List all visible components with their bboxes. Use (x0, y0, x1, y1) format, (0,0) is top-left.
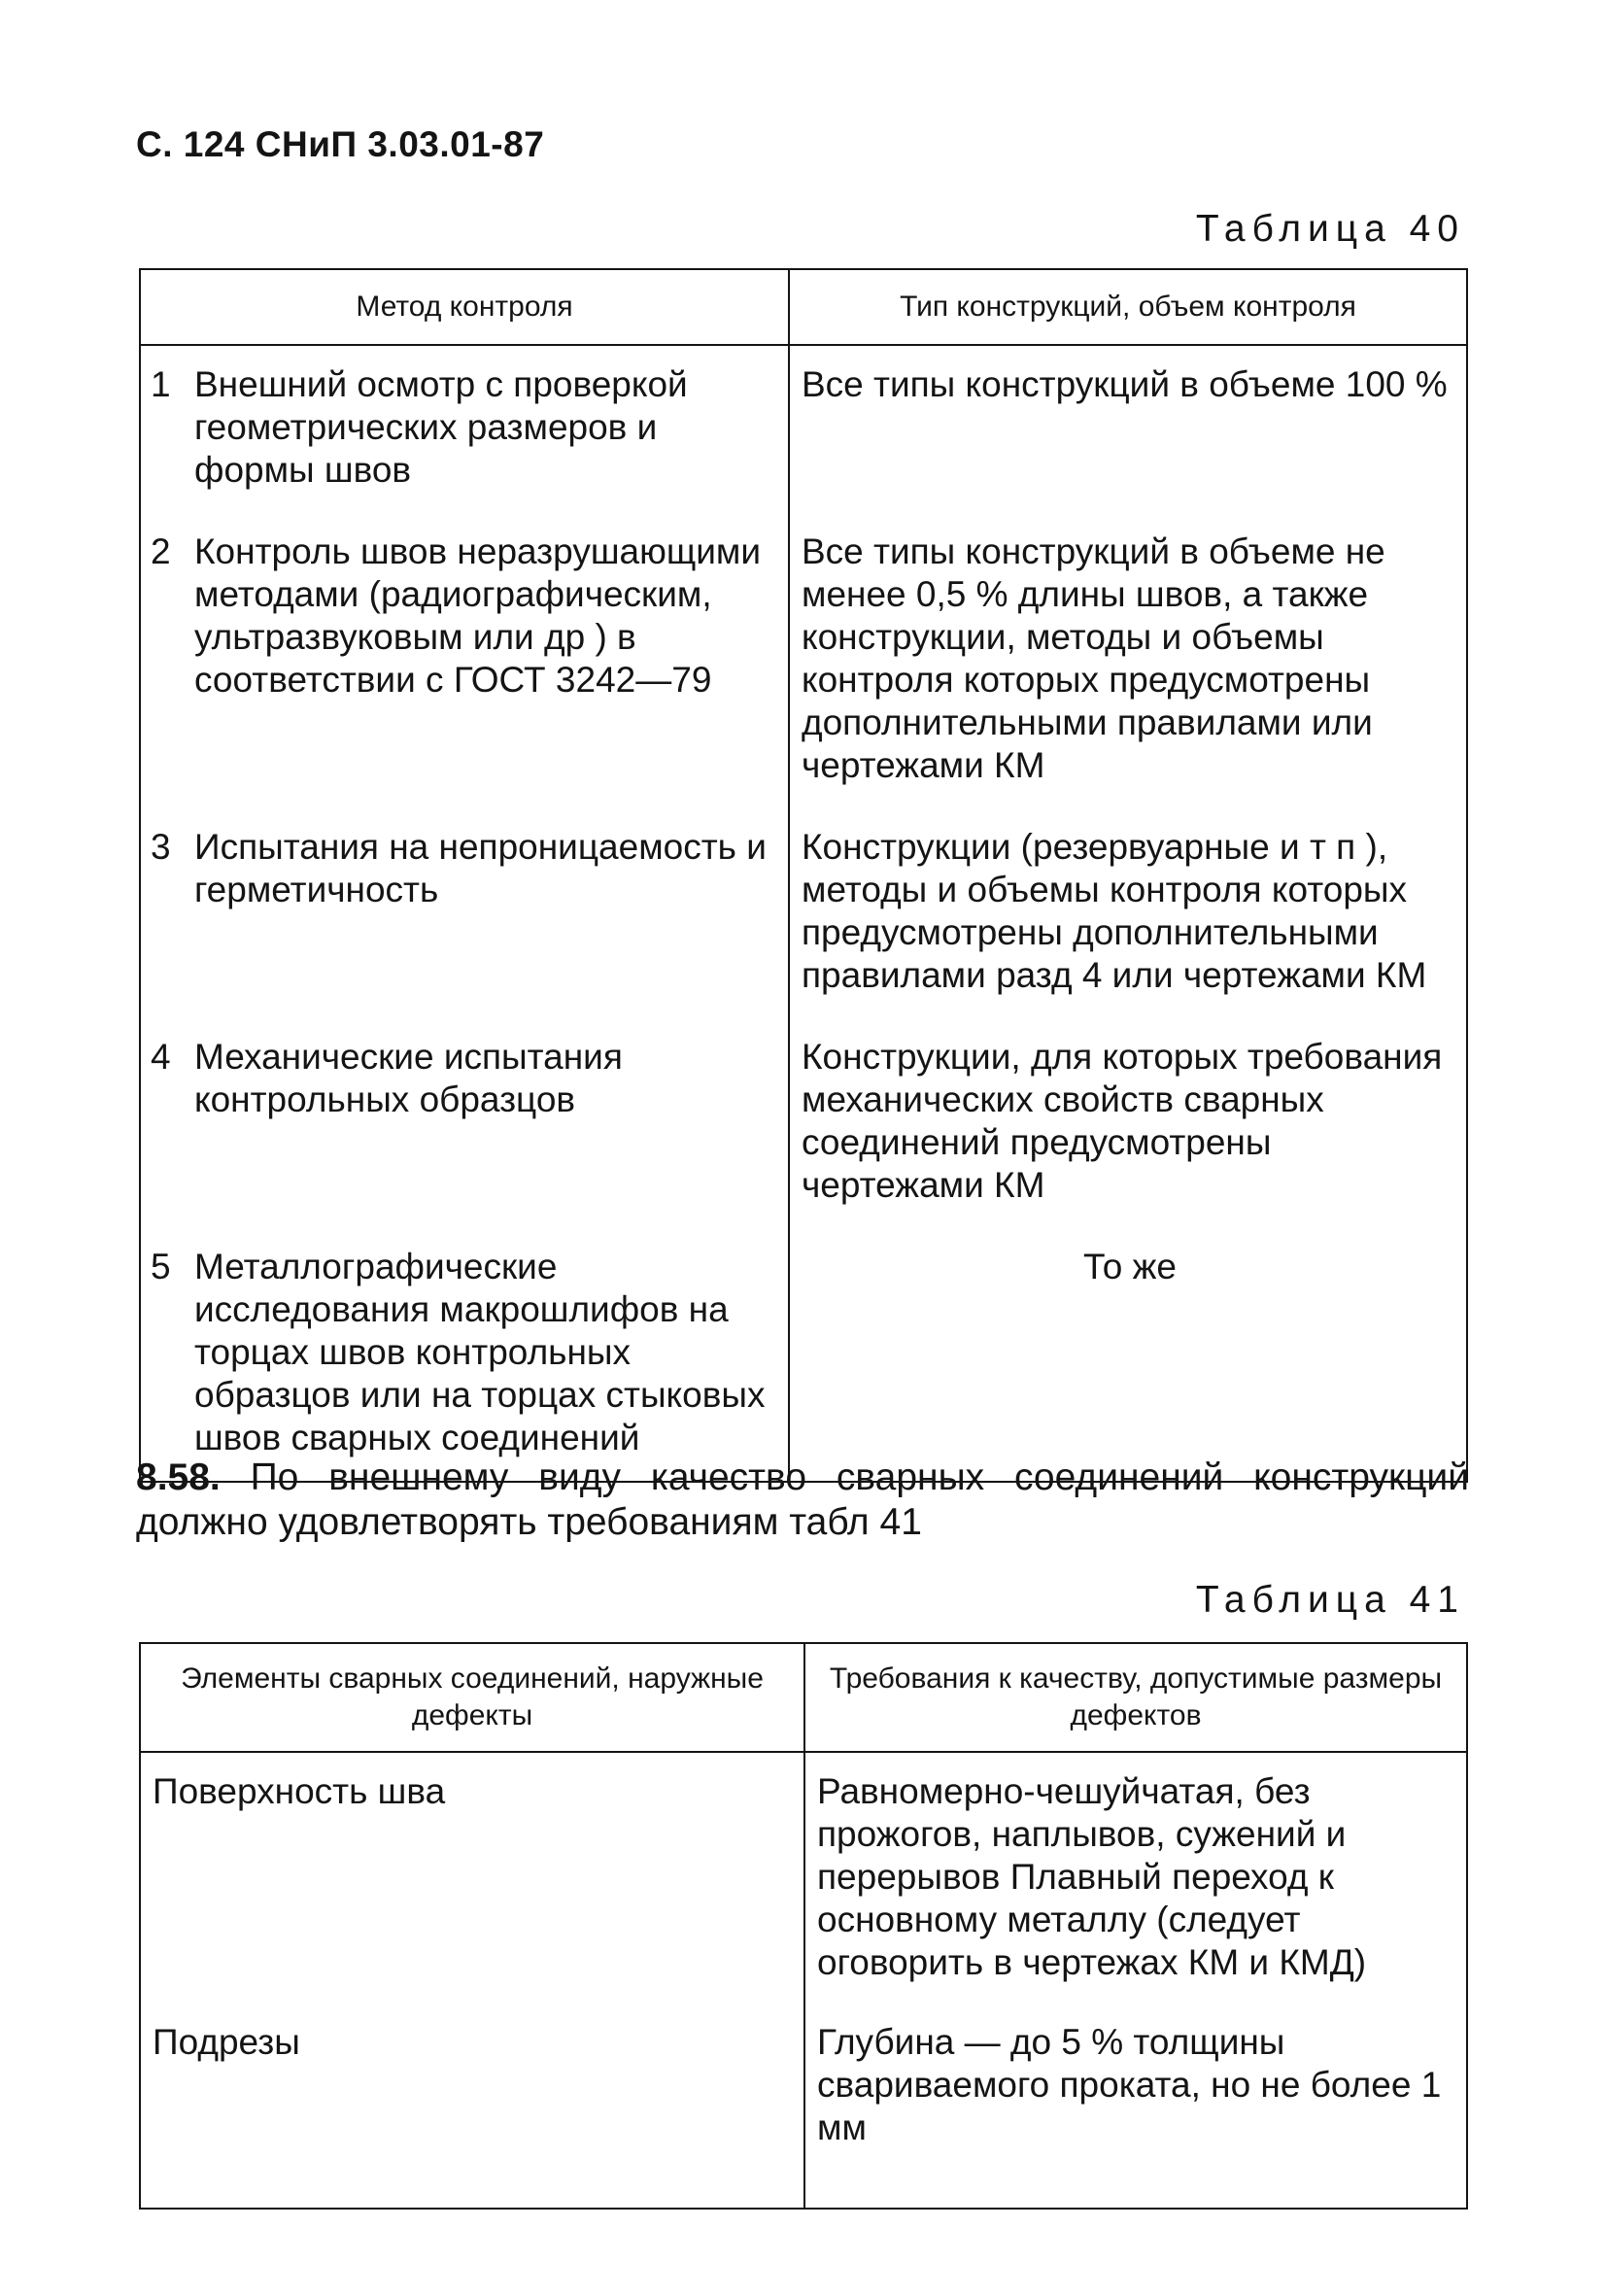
table-row (140, 1018, 1467, 1228)
table-row (140, 808, 1467, 1018)
table-row (140, 1228, 1467, 1482)
table-row (140, 513, 1467, 808)
scope-text: Конструкции (резервуарные и т п ), методы и объемы контроля которых предусмотрены дополнительными правилами разд 4 или чертежами КМ (802, 827, 1427, 995)
table-41-caption: Таблица 41 (1195, 1579, 1465, 1621)
row-number: 1 (151, 364, 171, 404)
method-text: Металлографические исследования макрошлифов на торцах швов контрольных образцов или на торцах стыковых швов сварных соединений (194, 1247, 766, 1457)
scope-text: Все типы конструкций в объеме не менее 0,5 % длины швов, а также конструкции, методы и объемы контроля которых предусмотрены дополнительными правилами или чертежами КМ (802, 531, 1385, 785)
method-text: Испытания на непроницаемость и герметичность (194, 827, 767, 909)
requirement-cell: Равномерно-чешуйчатая, без прожогов, наплывов, сужений и перерывов Плавный переход к основному металлу (следует оговорить в чертежах КМ и КМД) (804, 1752, 1467, 2004)
method-cell (140, 345, 789, 513)
column-header: Метод контроля (140, 269, 789, 345)
scope-cell (789, 513, 1467, 808)
scope-cell (789, 345, 1467, 513)
column-header: Требования к качеству, допустимые размеры дефектов (804, 1643, 1467, 1752)
method-cell (140, 513, 789, 808)
method-cell (140, 808, 789, 1018)
paragraph-text: По внешнему виду качество сварных соединений конструкций должно удовлетворять требованиям табл 41 (136, 1456, 1469, 1543)
paragraph-number: 8.58. (136, 1456, 221, 1498)
element-cell: Поверхность шва (140, 1752, 804, 2004)
method-text: Внешний осмотр с проверкой геометрических размеров и формы швов (194, 364, 688, 490)
table-row (140, 345, 1467, 513)
table-row (140, 2004, 1467, 2209)
row-number: 4 (151, 1037, 171, 1077)
scope-cell (789, 1228, 1467, 1482)
row-number: 5 (151, 1247, 171, 1286)
page-header: С. 124 СНиП 3.03.01-87 (136, 124, 545, 164)
scope-text: Конструкции, для которых требования механических свойств сварных соединений предусмотрены чертежами КМ (802, 1037, 1443, 1205)
element-cell: Подрезы (140, 2004, 804, 2209)
requirement-cell: Глубина — до 5 % толщины свариваемого проката, но не более 1 мм (804, 2004, 1467, 2209)
table-41 (139, 1642, 1468, 2210)
row-number: 3 (151, 827, 171, 867)
table-40 (139, 268, 1468, 1483)
paragraph-8-58 (136, 1456, 1469, 1545)
column-header: Тип конструкций, объем контроля (789, 269, 1467, 345)
table-header-row (140, 1643, 1467, 1752)
method-text: Механические испытания контрольных образцов (194, 1037, 623, 1119)
method-cell (140, 1018, 789, 1228)
table-40-caption: Таблица 40 (1195, 208, 1465, 250)
method-cell (140, 1228, 789, 1482)
scope-cell (789, 808, 1467, 1018)
method-text: Контроль швов неразрушающими методами (радиографическим, ультразвуковым или др ) в соответствии с ГОСТ 3242—79 (194, 531, 762, 700)
scope-cell (789, 1018, 1467, 1228)
table-header-row (140, 269, 1467, 345)
scope-text: То же (1083, 1247, 1177, 1286)
scope-text: Все типы конструкций в объеме 100 % (802, 364, 1448, 404)
row-number: 2 (151, 531, 171, 571)
column-header: Элементы сварных соединений, наружные дефекты (140, 1643, 804, 1752)
table-row (140, 1752, 1467, 2004)
